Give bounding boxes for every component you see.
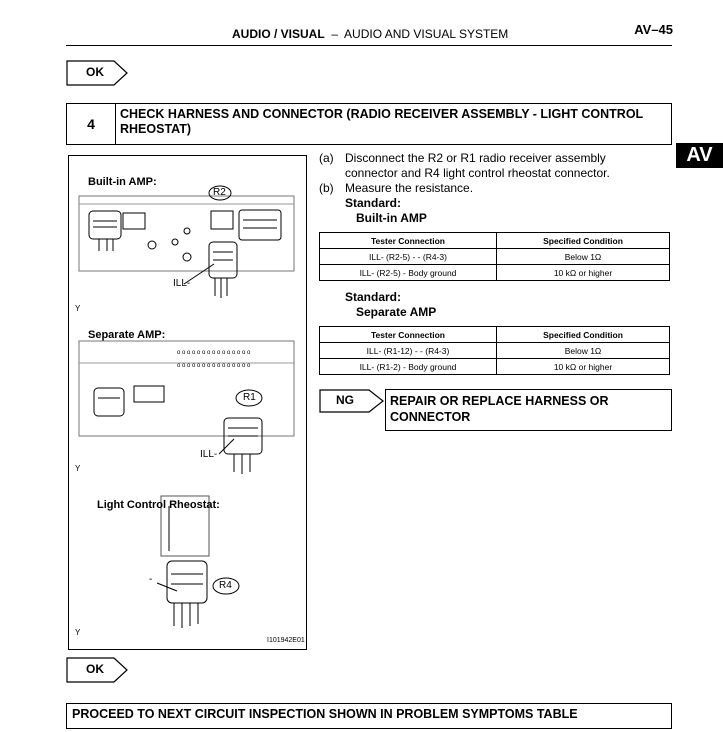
- standard-label-builtin: Standard:: [345, 196, 402, 210]
- ng-flag: [319, 389, 385, 413]
- connector-r1-label: R1: [243, 392, 256, 403]
- builtin-ill-pin-label: ILL-: [173, 278, 191, 289]
- y-mark: Y: [75, 628, 81, 637]
- step-title: CHECK HARNESS AND CONNECTOR (RADIO RECEIVER ASSEMBLY - LIGHT CONTROL RHEOSTAT): [120, 107, 643, 136]
- table-cell: ILL- (R1-2) - Body ground: [320, 359, 497, 375]
- step-b-marker: (b): [319, 181, 334, 195]
- standard-sublabel-separate: Separate AMP: [356, 305, 437, 319]
- ng-label: NG: [336, 393, 354, 407]
- spec-table-builtin: [319, 232, 670, 281]
- table-cell: 10 kΩ or higher: [497, 265, 670, 281]
- table-cell: ILL- (R1-12) - - (R4-3): [320, 343, 497, 359]
- header-divider: [66, 45, 672, 46]
- table-cell: Below 1Ω: [497, 343, 670, 359]
- connector-figure: [68, 155, 307, 650]
- table-cell: ILL- (R2-5) - Body ground: [320, 265, 497, 281]
- connector-r4-label: R4: [219, 580, 232, 591]
- step-a-line1: Disconnect the R2 or R1 radio receiver assembly: [345, 151, 606, 165]
- table-row: [320, 343, 670, 359]
- ng-action-text: [390, 393, 609, 425]
- table-row: [320, 249, 670, 265]
- ng-action-box: [385, 389, 672, 431]
- step-a-line2: connector and R4 light control rheostat connector.: [345, 166, 610, 180]
- table-header-cell: Specified Condition: [497, 327, 670, 343]
- section-tab: AV: [676, 143, 723, 168]
- table-header-cell: Tester Connection: [320, 233, 497, 249]
- y-mark: Y: [75, 304, 81, 313]
- connector-r2-label: R2: [213, 187, 226, 198]
- connector-illustration: [69, 156, 306, 649]
- ng-action-line2: CONNECTOR: [390, 410, 471, 424]
- table-header-cell: Tester Connection: [320, 327, 497, 343]
- figure-id: I101942E01: [267, 637, 305, 644]
- table-header-row: [320, 233, 670, 249]
- vent-dots: o o o o o o o o o o o o o o o: [177, 350, 251, 356]
- table-row: [320, 265, 670, 281]
- table-header-cell: Specified Condition: [497, 233, 670, 249]
- builtin-amp-label: Built-in AMP:: [88, 176, 157, 188]
- ng-action-line1: REPAIR OR REPLACE HARNESS OR: [390, 394, 609, 408]
- ok-flag-bottom: [66, 657, 128, 683]
- table-row: [320, 359, 670, 375]
- page-header-title: AUDIO / VISUAL – AUDIO AND VISUAL SYSTEM: [232, 27, 509, 41]
- ok-flag-top: [66, 60, 128, 86]
- ok-label-bottom: OK: [86, 662, 104, 676]
- standard-label-separate: Standard:: [345, 290, 402, 304]
- step-b-text: Measure the resistance.: [345, 181, 474, 195]
- proceed-text: PROCEED TO NEXT CIRCUIT INSPECTION SHOWN IN PROBLEM SYMPTOMS TABLE: [72, 707, 578, 721]
- rheostat-pin-label: -: [149, 574, 153, 585]
- step-a-marker: (a): [319, 151, 334, 165]
- step-number: 4: [67, 104, 116, 144]
- page-number: AV–45: [634, 22, 673, 37]
- separate-ill-pin-label: ILL-: [200, 449, 218, 460]
- separate-amp-label: Separate AMP:: [88, 329, 166, 341]
- step-box: [66, 103, 672, 145]
- table-header-row: [320, 327, 670, 343]
- standard-sublabel-builtin: Built-in AMP: [356, 211, 427, 225]
- rheostat-label: Light Control Rheostat:: [97, 499, 220, 511]
- table-cell: ILL- (R2-5) - - (R4-3): [320, 249, 497, 265]
- table-cell: 10 kΩ or higher: [497, 359, 670, 375]
- ok-label-top: OK: [86, 65, 104, 79]
- proceed-box: [66, 703, 672, 729]
- table-cell: Below 1Ω: [497, 249, 670, 265]
- y-mark: Y: [75, 464, 81, 473]
- spec-table-separate: [319, 326, 670, 375]
- vent-dots: o o o o o o o o o o o o o o o: [177, 363, 251, 369]
